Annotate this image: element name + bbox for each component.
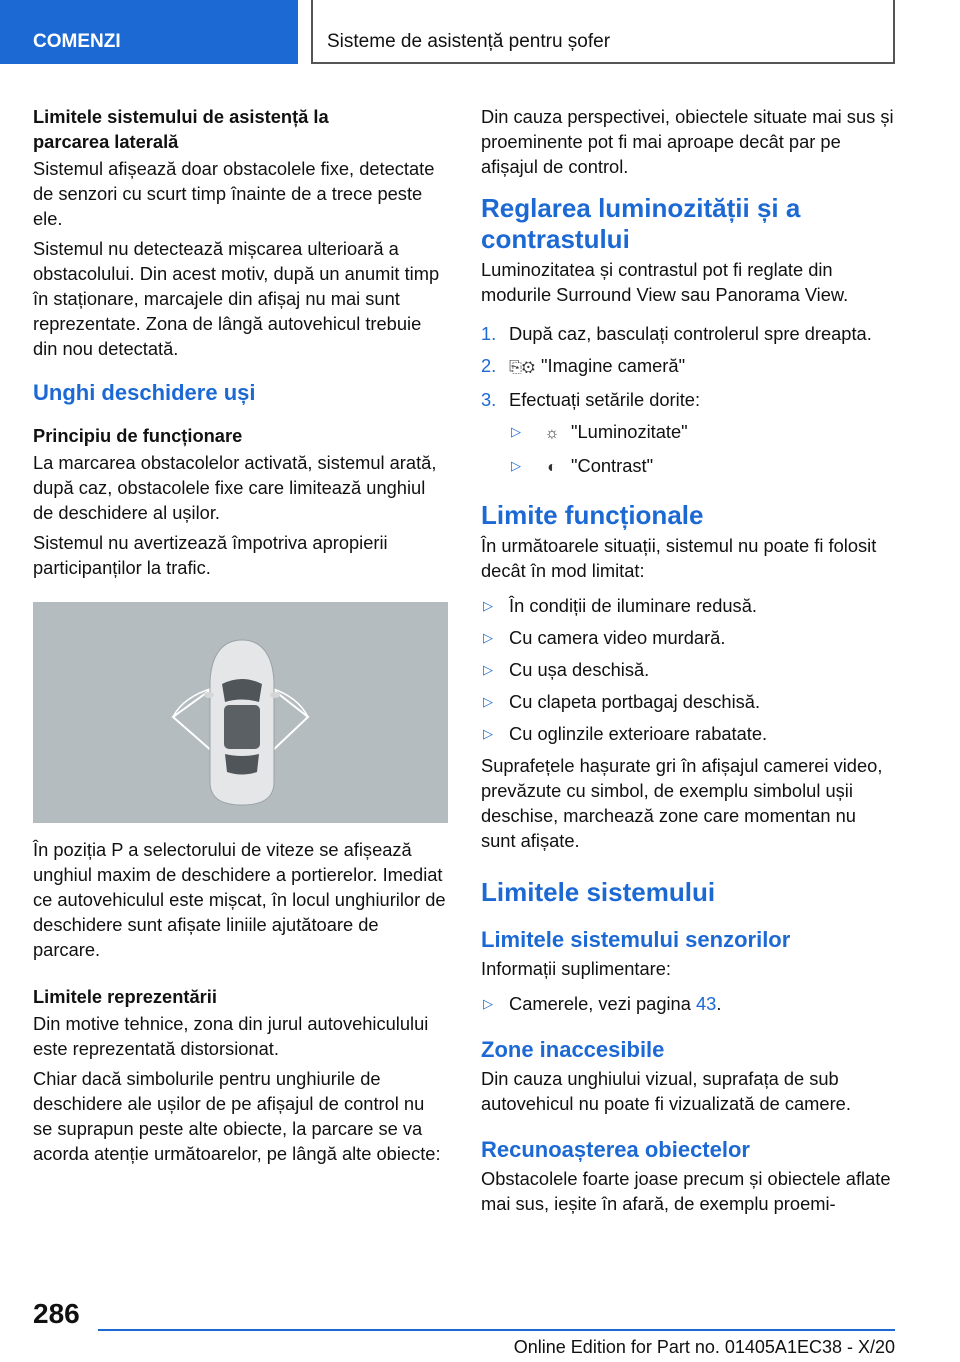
paragraph: Din cauza unghiului vizual, suprafața de sub autovehicul nu poate fi vizualizată de camere. (481, 1068, 851, 1114)
car-top-view-illustration (33, 602, 448, 823)
heading-system-limits: Limitele sistemului (481, 877, 716, 907)
info-suffix: . (716, 993, 722, 1014)
limit-text: Cu camera video murdară. (509, 627, 726, 648)
left-column (33, 104, 448, 1166)
paragraph: Chiar dacă simbolurile pentru unghiurile de deschidere ale ușilor de pe afișajul de control nu se suprapun peste alte obiecte, la parcare se va acorda atenție următoarelor, pe lângă alte obiecte: (33, 1068, 441, 1164)
limit-text: Cu oglinzile exterioare rabatate. (509, 723, 768, 744)
triangle-bullet-icon: ▷ (483, 598, 493, 613)
triangle-bullet-icon: ▷ (483, 630, 493, 645)
heading-door-angle: Unghi deschidere uși (33, 380, 256, 405)
info-text: Camerele, vezi pagina (509, 993, 691, 1014)
paragraph: Sistemul nu detectează mișcarea ulterioară a obstacolului. Din acest motiv, după un anumit timp în staționare, marcajele din afișaj nu mai sunt reprezentate. Zona de lângă autovehicul trebuie din nou detectată. (33, 238, 440, 359)
limit-item (481, 721, 895, 746)
page-number: 286 (33, 1298, 80, 1329)
paragraph: Sistemul afișează doar obstacolele fixe, detectate de senzori cu scurt timp înainte de a trece peste ele. (33, 158, 435, 229)
paragraph: Din cauza perspectivei, obiectele situate mai sus și proeminente pot fi mai aproape decât par pe afișajul de control. (481, 106, 894, 177)
triangle-bullet-icon: ▷ (483, 996, 493, 1011)
page-link[interactable]: 43 (696, 993, 717, 1014)
setting-item (481, 453, 895, 480)
subheading-display-limits: Limitele reprezentării (33, 986, 217, 1007)
paragraph: Suprafețele hașurate gri în afișajul camerei video, prevăzute cu simbol, de exemplu simbolul ușii deschise, marchează zone care momentan nu sunt afișate. (481, 755, 883, 851)
limit-item (481, 625, 895, 650)
subheading-side-parking-limits: Limitele sistemului de asistență la parcarea laterală (33, 106, 329, 152)
paragraph: La marcarea obstacolelor activată, sistemul arată, după caz, obstacolele fixe care limitează unghiul de deschidere al ușilor. (33, 452, 437, 523)
triangle-bullet-icon: ▷ (483, 694, 493, 709)
limit-item (481, 657, 895, 682)
info-item (481, 991, 895, 1016)
paragraph: Din motive tehnice, zona din jurul autovehiculului este reprezentată distorsionat. (33, 1013, 429, 1059)
chapter-title: Sisteme de asistență pentru șofer (311, 0, 895, 64)
limit-text: În condiții de iluminare redusă. (509, 595, 757, 616)
heading-brightness-contrast: Reglarea luminozității și a contrastului (481, 193, 801, 254)
step-text: După caz, basculați controlerul spre dreapta. (509, 323, 872, 344)
setting-item (481, 419, 895, 446)
setting-text: "Luminozitate" (571, 421, 688, 442)
paragraph: Sistemul nu avertizează împotriva apropierii participanților la trafic. (33, 532, 388, 578)
step-item (481, 321, 895, 346)
footer-edition: Online Edition for Part no. 01405A1EC38 - X/20 (513, 1337, 895, 1357)
limit-item (481, 593, 895, 618)
footer-divider (98, 1329, 895, 1331)
car-door-angle-figure (33, 602, 448, 823)
step-number: 2. (481, 355, 497, 376)
setting-text: "Contrast" (571, 455, 654, 476)
triangle-bullet-icon: ▷ (511, 424, 521, 439)
step-item (481, 387, 895, 412)
step-number: 3. (481, 389, 497, 410)
camera-settings-icon: ⎘⚙ (509, 359, 535, 376)
page-header (0, 0, 960, 66)
heading-inaccessible-zones: Zone inaccesibile (481, 1037, 665, 1062)
heading-object-recognition: Recunoașterea obiectelor (481, 1137, 750, 1162)
paragraph: În poziția P a selectorului de viteze se afișează unghiul maxim de deschidere a portierelor. Imediat ce autovehiculul este mișcat, în locul unghiurilor de deschidere sunt afișate liniile ajutătoare de parcare. (33, 839, 446, 960)
triangle-bullet-icon: ▷ (511, 458, 521, 473)
heading-functional-limits: Limite funcționale (481, 500, 704, 530)
limit-text: Cu ușa deschisă. (509, 659, 650, 680)
brightness-icon: ☼ (544, 425, 560, 442)
step-item (481, 353, 895, 380)
subheading-principle: Principiu de funcționare (33, 425, 243, 446)
limit-text: Cu clapeta portbagaj deschisă. (509, 691, 761, 712)
right-column (481, 104, 895, 1216)
triangle-bullet-icon: ▷ (483, 726, 493, 741)
step-text: "Imagine cameră" (541, 355, 686, 376)
paragraph: Obstacolele foarte joase precum și obiectele aflate mai sus, ieșite în afară, de exemplu proemi- (481, 1168, 891, 1214)
paragraph: Luminozitatea și contrastul pot fi reglate din modurile Surround View sau Panorama View. (481, 259, 849, 305)
heading-sensor-limits: Limitele sistemului senzorilor (481, 927, 791, 952)
section-tab[interactable]: COMENZI (0, 0, 298, 64)
limit-item (481, 689, 895, 714)
contrast-icon: ◐ (547, 459, 557, 476)
triangle-bullet-icon: ▷ (483, 662, 493, 677)
paragraph: Informații suplimentare: (481, 958, 671, 979)
step-text: Efectuați setările dorite: (509, 389, 701, 410)
paragraph: În următoarele situații, sistemul nu poate fi folosit decât în mod limitat: (481, 535, 877, 581)
step-number: 1. (481, 323, 497, 344)
